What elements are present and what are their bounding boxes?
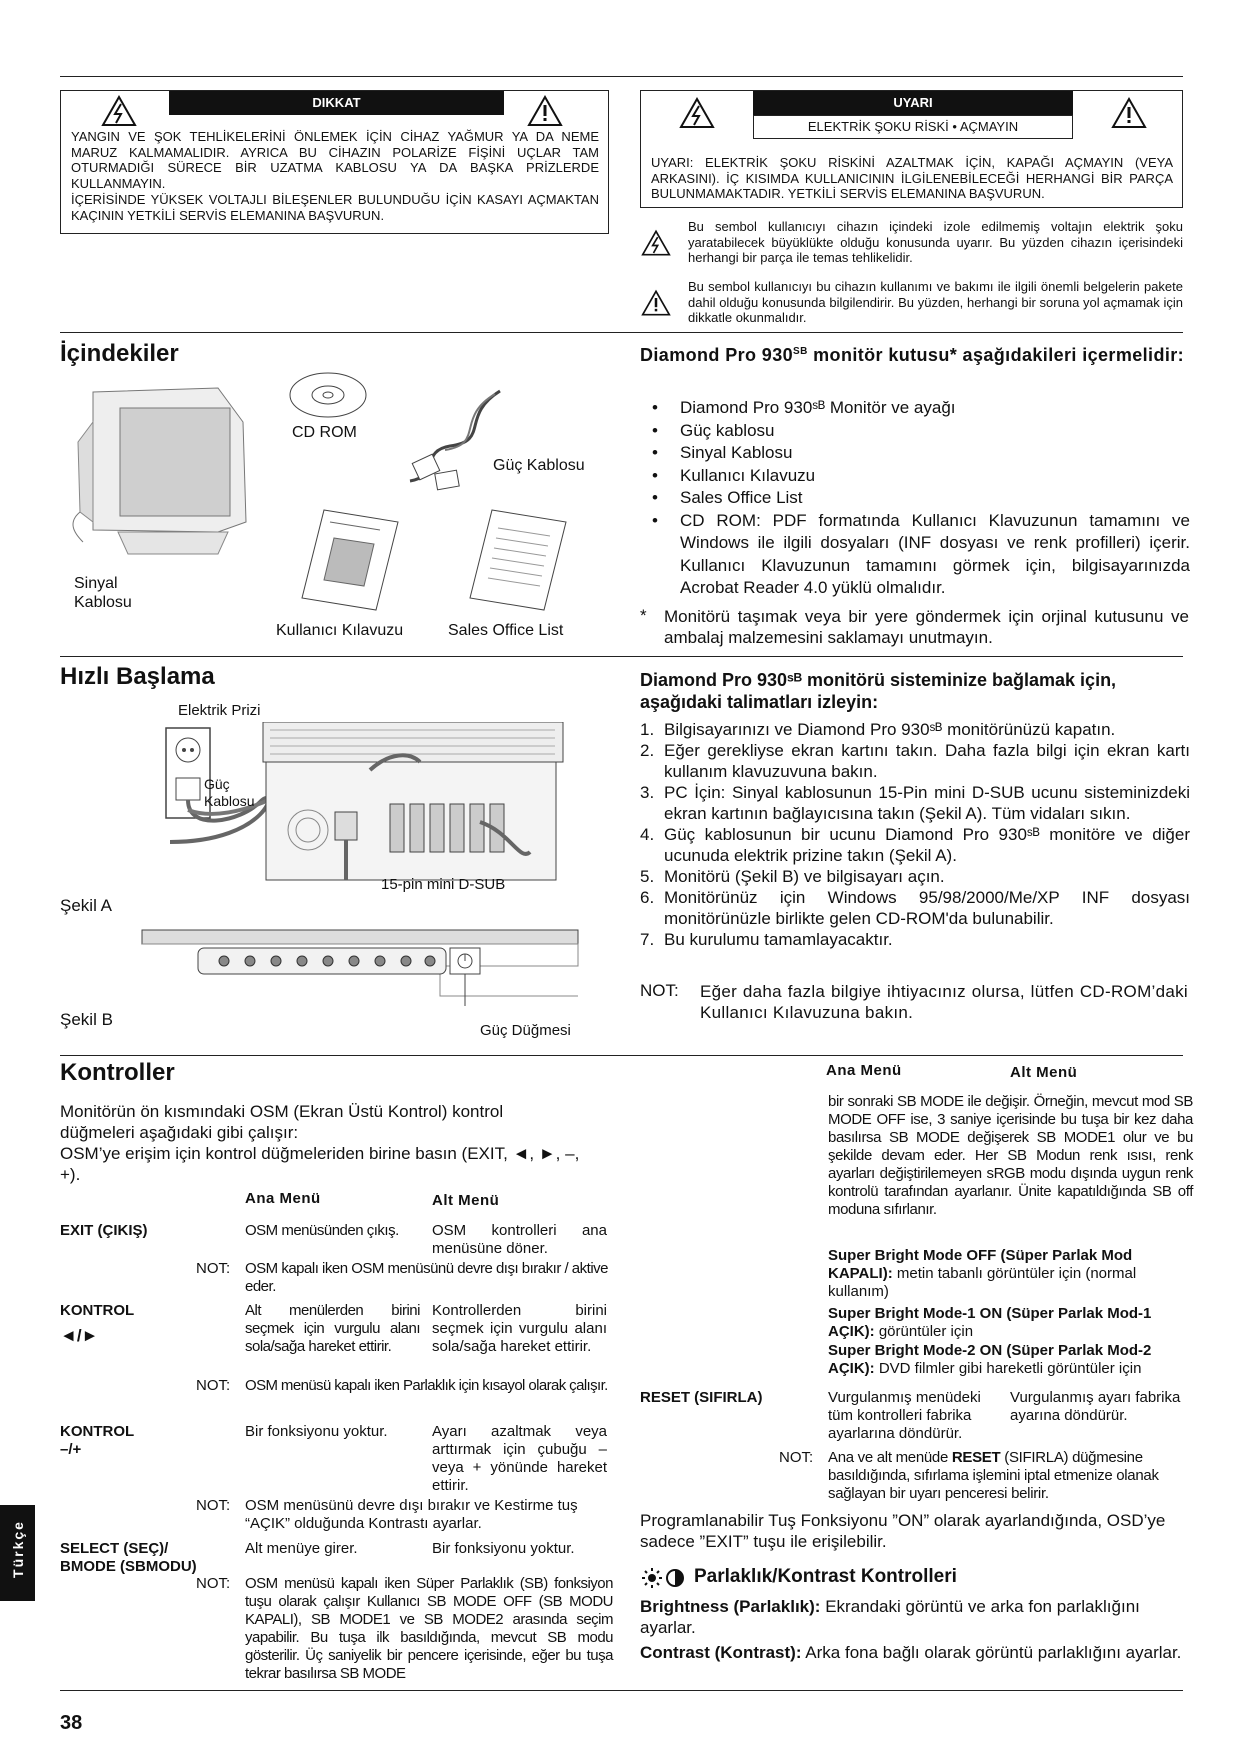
list-item: 3. PC İçin: Sinyal kablosunun 15-Pin mini D-SUB ucunu sisteminizdeki ekran kartının bağlayıcısına takın (Şekil A). Tüm vidaları sıkın. <box>640 783 1190 823</box>
list-item: 6. Monitörünüz için Windows 95/98/2000/Me/XP INF dosyası monitörünüzle birlikte gelen CD-ROM'da bulunabilir. <box>640 888 1190 928</box>
quick-start-heading: Hızlı Başlama <box>60 663 215 690</box>
col-main-header: Ana Menü <box>245 1190 321 1207</box>
list-item: • Sales Office List <box>652 488 803 507</box>
reset-note: Ana ve alt menüde RESET (SIFIRLA) düğmesine basıldığında, sıfırlama işlemini iptal etmenize olanak sağlayan bir uyarı penceresi belirir. <box>828 1449 1159 1502</box>
select-sub: Bir fonksiyonu yoktur. <box>432 1540 575 1557</box>
sb-off-text: Super Bright Mode OFF (Süper Parlak Mod KAPALI): metin tabanlı görüntüler için (normal kullanım) <box>828 1247 1137 1300</box>
kontrol-minus-plus-note-label: NOT: <box>196 1497 231 1514</box>
left-right-arrows-icon: ◄/► <box>60 1326 99 1345</box>
box-contents-heading: Diamond Pro $930^{SB}$ monitör kutusu* aşağıdakileri içermelidir: <box>640 345 1185 365</box>
manual-label: Kullanıcı Kılavuzu <box>276 622 404 639</box>
box-contents-list <box>640 397 1190 600</box>
programmable-key-text: Programlanabilir Tuş Fonksiyonu ”ON” olarak ayarlandığında, OSD’ye sadece ”EXIT” tuşu ile erişilebilir. <box>640 1511 1166 1551</box>
kontrol-arrows-note-label: NOT: <box>196 1377 231 1394</box>
sales-list-image <box>468 508 568 612</box>
electric-warning-icon <box>679 97 715 129</box>
exclamation-warning-icon <box>527 95 563 127</box>
figure-b-label: Şekil B <box>60 1010 113 1029</box>
outlet-label: Elektrik Prizi <box>178 702 261 719</box>
list-item: • Güç kablosu <box>652 420 775 440</box>
select-note-continued: bir sonraki SB MODE ile değişir. Örneğin, mevcut mod SB MODE OFF ise, 3 saniye içerisinde bu tuşa bir kez daha basılırsa SB MODE değişerek SB MODE1 olur ve bu şekilde devam eder. Her SB Modun renk ısısı, renk ayarları değiştirilemeyen sRGB modu dışında uygun renk kontrolü tarafından ayarlanır. Ünite kapatıldığında SB off moduna sıfırlanır. <box>828 1093 1193 1218</box>
controls-intro-2: OSM’ye erişim için kontrol düğmeleriden birine basın (EXIT, ◄, ►, –, +). <box>60 1144 580 1184</box>
select-note: OSM menüsü kapalı iken Süper Parlaklık (SB) fonksiyon tuşu olarak çalışır Kullanıcı SB MODE OFF (SB MODU KAPALI), SB MODE1 ve SB MODE2 arasında seçim yapabilir. Bu tuşa ilk basıldığında, mevcut SB modu gösterilir. Üç saniyelik bir pencere içerisinde, eğer bu tuşa tekrar basılırsa SB MODE <box>245 1575 613 1682</box>
language-tab <box>0 1505 35 1601</box>
warning-text-left: YANGIN VE ŞOK TEHLİKELERİNİ ÖNLEMEK İÇİN CİHAZ YAĞMUR YA DA NEME MARUZ KALMAMALIDIR. AYRICA BU CİHAZIN POLARİZE FİŞİNİ UÇLAR TAM OTURMADIĞI SÜRECE BİR UZATMA KABLOSU YA DA BAŞKA PRİZLERDE KULLANMAYIN. <box>71 129 599 191</box>
steps-list <box>640 719 1190 950</box>
footnote-mark: * <box>640 606 647 625</box>
col-main-header-right: Ana Menü <box>826 1062 902 1079</box>
kontrol-minus-plus-label: KONTROL –/+ <box>60 1423 135 1458</box>
list-item: • Kullanıcı Kılavuzu <box>652 465 816 485</box>
section-rule <box>60 332 1183 333</box>
kontrol-minus-plus-note: OSM menüsünü devre dışı bırakır ve Kestirme tuş “AÇIK” olduğunda Kontrastı ayarlar. <box>245 1497 578 1532</box>
reset-sub: Vurgulanmış ayarı fabrika ayarına döndürür. <box>1010 1389 1181 1424</box>
bottom-rule <box>60 1690 1183 1691</box>
figure-a-label: Şekil A <box>60 896 112 915</box>
kontrol-arrows-main: Alt menülerden birini seçmek için vurgulu alanı sola/sağa hareket ettirir. <box>245 1302 420 1355</box>
warning-box-left <box>60 90 609 234</box>
warning-text-left-2: İÇERİSİNDE YÜKSEK VOLTAJLI BİLEŞENLER BULUNDUĞU İÇİN KASAYI AÇMAKTAN KAÇININ YETKİLİ SERVİS ELEMANINA BAŞVURUN. <box>71 192 599 223</box>
kontrol-minus-plus-sub: Ayarı azaltmak veya arttırmak için çubuğu – veya + yönünde hareket ettirir. <box>432 1423 607 1494</box>
symbol-text-1: Bu sembol kullanıcıyı cihazın içindeki izole edilmemiş voltajın elektrik şoku yaratabilecek büyüklükte olduğu konusunda uyarır. Bu yüzden cihazın içerisindeki herhangi bir parça ile temas tehlikelidir. <box>688 219 1183 265</box>
power-cable-image <box>400 386 520 496</box>
list-item: 2. Eğer gerekliyse ekran kartını takın. Daha fazla bilgi için ekran kartı kullanım klavuzuvuna bakın. <box>640 741 1190 781</box>
contrast-text: Contrast (Kontrast): Arka fona bağlı olarak görüntü parlaklığını ayarlar. <box>640 1643 1182 1662</box>
steps-heading: Diamond Pro 930ˢᴮ monitörü sisteminize bağlamak için, aşağıdaki talimatları izleyin: <box>640 670 1117 712</box>
kontrol-arrows-note: OSM menüsü kapalı iken Parlaklık için kısayol olarak çalışır. <box>245 1377 608 1394</box>
electric-warning-icon <box>101 95 137 127</box>
exclamation-warning-icon <box>1111 97 1147 129</box>
select-label: SELECT (SEÇ)/ BMODE (SBMODU) <box>60 1540 197 1575</box>
power-cable-fig-label: Güç Kablosu <box>204 776 255 809</box>
list-item: 4. Güç kablosunun bir ucunu Diamond Pro 930ˢᴮ monitöre ve diğer ucunuda elektrik prizine takın (Şekil A). <box>640 825 1190 865</box>
list-item: 1. Bilgisayarınızı ve Diamond Pro 930ˢᴮ monitörünüzü kapatın. <box>640 720 1116 739</box>
sales-office-list-label: Sales Office List <box>448 622 564 639</box>
controls-intro: Monitörün ön kısmındaki OSM (Ekran Üstü Kontrol) kontrol düğmeleri aşağıdaki gibi çalışır: <box>60 1102 504 1142</box>
symbol-text-2: Bu sembol kullanıcıyı bu cihazın kullanımı ve bakımı ile ilgili önemli belgelerin pakete dahil olduğu konusunda bilgilendirir. Bu yüzden, herhangi bir soruna yol açmamak için dikkatle okunmalıdır. <box>688 279 1183 325</box>
bc-heading: Parlaklık/Kontrast Kontrolleri <box>694 1566 957 1587</box>
list-item: 7. Bu kurulumu tamamlayacaktır. <box>640 930 893 949</box>
warning-subtitle-right: ELEKTRİK ŞOKU RİSKİ • AÇMAYIN <box>753 115 1073 139</box>
section-rule <box>60 656 1183 657</box>
electric-symbol-icon <box>641 229 671 257</box>
brightness-text: Brightness (Parlaklık): Ekrandaki görüntü ve arka fon parlaklığını ayarlar. <box>640 1597 1140 1637</box>
select-main: Alt menüye girer. <box>245 1540 358 1557</box>
exit-label: EXIT (ÇIKIŞ) <box>60 1222 148 1239</box>
list-item: • CD ROM: PDF formatında Kullanıcı Klavuzunun tamamını ve Windows ile ilgili dosyaları (INF dosyası ve renk profilleri) içerir. Kullanıcı Klavuzunun tamamını görmek için, bilgisayarınızda Acrobat Reader 4.0 yüklü olmalıdır. <box>652 510 1190 597</box>
cd-image <box>288 370 368 420</box>
power-button-label: Güç Düğmesi <box>480 1022 571 1039</box>
contents-heading: İçindekiler <box>60 340 179 367</box>
sb-2-text: Super Bright Mode-2 ON (Süper Parlak Mod-2 AÇIK): DVD filmler gibi hareketli görüntüler için <box>828 1342 1152 1377</box>
dsub-label: 15-pin mini D-SUB <box>381 876 506 893</box>
monitor-image <box>68 382 258 560</box>
col-sub-header: Alt Menü <box>432 1192 500 1209</box>
exit-note-label: NOT: <box>196 1260 231 1277</box>
cd-rom-label: CD ROM <box>292 424 357 441</box>
signal-cable-label: Sinyal Kablosu <box>74 575 132 611</box>
list-item: 5. Monitörü (Şekil B) ve bilgisayarı açın. <box>640 867 945 886</box>
language-tab-label: Türkçe <box>10 1520 26 1578</box>
warning-text-right: UYARI: ELEKTRİK ŞOKU RİSKİNİ AZALTMAK İÇİN, KAPAĞI AÇMAYIN (VEYA ARKASINI). İÇ KISIMDA KULLANICININ İLGİLENEBİLECEĞİ HERHANGİ BİR PARÇA BULUNMAMAKTADIR. YETKİLİ SERVİS ELEMANINA BAŞVURUN. <box>651 155 1173 201</box>
exit-sub: OSM kontrolleri ana menüsüne döner. <box>432 1222 607 1257</box>
select-note-label: NOT: <box>196 1575 231 1592</box>
list-item: • Sinyal Kablosu <box>652 443 793 462</box>
sb-1-text: Super Bright Mode-1 ON (Süper Parlak Mod-1 AÇIK): görüntüler için <box>828 1305 1152 1340</box>
kontrol-arrows-sub: Kontrollerden birini seçmek için vurgulu alanı sola/sağa hareket ettirir. <box>432 1302 607 1355</box>
reset-label: RESET (SIFIRLA) <box>640 1389 763 1406</box>
kontrol-arrows-label: KONTROL <box>60 1302 135 1319</box>
controls-heading: Kontroller <box>60 1059 175 1086</box>
steps-note: Eğer daha fazla bilgiye ihtiyacınız olursa, lütfen CD-ROM’daki Kullanıcı Kılavuzuna bakın. <box>700 982 1188 1022</box>
footnote-text: Monitörü taşımak veya bir yere göndermek için orjinal kutusunu ve ambalaj malzemesini saklamayı unutmayın. <box>664 607 1189 647</box>
exit-main: OSM menüsünden çıkış. <box>245 1222 399 1239</box>
col-sub-header-right: Alt Menü <box>1010 1064 1078 1081</box>
warning-box-right <box>640 90 1183 208</box>
exit-note: OSM kapalı iken OSM menüsünü devre dışı bırakır / aktive eder. <box>245 1260 608 1295</box>
reset-note-label: NOT: <box>779 1449 814 1466</box>
list-item: • Diamond Pro 930ˢᴮ Monitör ve ayağı <box>652 398 956 417</box>
exclamation-symbol-icon <box>641 289 671 317</box>
page-number: 38 <box>60 1712 83 1734</box>
brightness-contrast-icon <box>642 1567 686 1589</box>
warning-title-left: DIKKAT <box>169 91 504 115</box>
figure-b-image <box>140 926 580 1026</box>
kontrol-minus-plus-main: Bir fonksiyonu yoktur. <box>245 1423 388 1440</box>
section-rule <box>60 1055 1183 1056</box>
power-cable-label: Güç Kablosu <box>493 457 585 474</box>
reset-main: Vurgulanmış menüdeki tüm kontrolleri fabrika ayarlarına döndürür. <box>828 1389 981 1442</box>
top-rule <box>60 76 1183 77</box>
steps-note-label: NOT: <box>640 981 679 1000</box>
manual-image <box>300 508 400 612</box>
warning-title-right: UYARI <box>753 91 1073 115</box>
